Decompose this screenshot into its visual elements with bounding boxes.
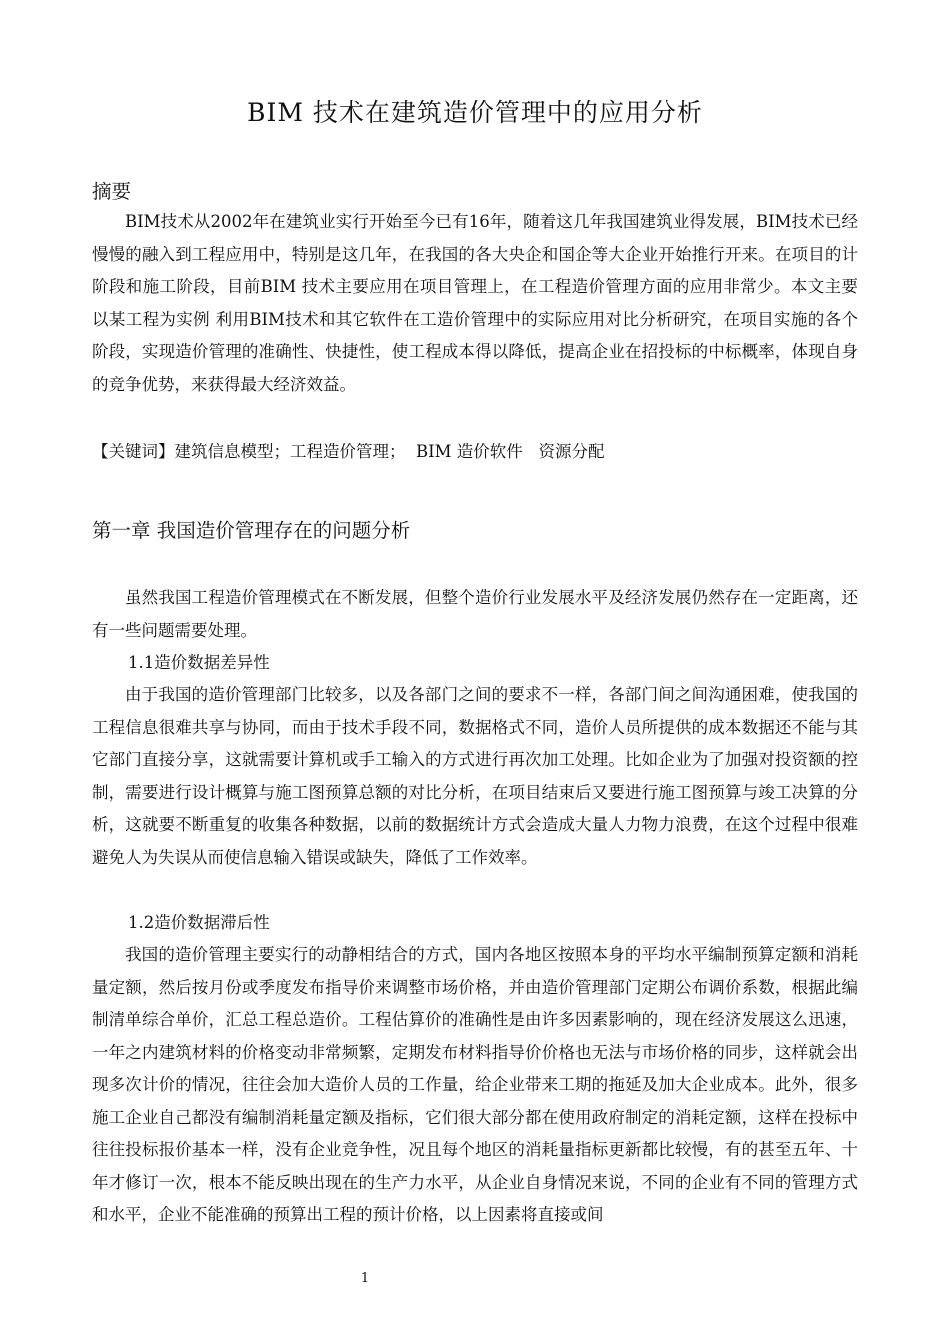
page-number: 1 — [360, 1271, 370, 1286]
abstract-heading: 摘要 — [92, 180, 132, 203]
chapter-intro-paragraph: 虽然我国工程造价管理模式在不断发展，但整个造价行业发展水平及经济发展仍然存在一定距离，还有一些问题需要处理。 — [92, 588, 858, 640]
abstract-paragraph: BIM技术从2002年在建筑业实行开始至今已有16年，随着这几年我国建筑业得发展，BIM技术已经慢慢的融入到工程应用中，特别是这几年，在我国的各大央企和国企等大企业开始推行开来。在项目的计阶段和施工阶段，目前BIM 技术主要应用在项目管理上，在工程造价管理方面的应用非常少。本文主要以某工程为实例 利用BIM技术和其它软件在工造价管理中的实际应用对比分析研究，在项目实施的各个阶段，实现造价管理的准确性、快捷性，使工程成本得以降低，提高企业在招投标的中标概率，体现自身的竞争优势，来获得最大经济效益。 — [92, 212, 858, 394]
document-title: BIM 技术在建筑造价管理中的应用分析 — [247, 98, 703, 127]
chapter-heading: 第一章 我国造价管理存在的问题分析 — [92, 519, 411, 542]
keywords-line: 【关键词】建筑信息模型；工程造价管理； BIM 造价软件 资源分配 — [92, 442, 605, 461]
section-1-2-paragraph: 我国的造价管理主要实行的动静相结合的方式，国内各地区按照本身的平均水平编制预算定额和消耗量定额，然后按月份或季度发布指导价来调整市场价格，并由造价管理部门定期公布调价系数，根据此编制清单综合单价，汇总工程总造价。工程估算价的准确性是由许多因素影响的，现在经济发展这么迅速，一年之内建筑材料的价格变动非常频繁，定期发布材料指导价价格也无法与市场价格的同步，这样就会出现多次计价的情况，往往会加大造价人员的工作量，给企业带来工期的拖延及加大企业成本。此外，很多施工企业自己都没有编制消耗量定额及指标，它们很大部分都在使用政府制定的消耗定额，这样在投标中往往投标报价基本一样，没有企业竞争性，况且每个地区的消耗量指标更新都比较慢，有的甚至五年、十年才修订一次，根本不能反映出现在的生产力水平，从企业自身情况来说，不同的企业有不同的管理方式和水平，企业不能准确的预算出工程的预计价格，以上因素将直接或间 — [92, 945, 858, 1224]
section-heading-1-1: 1.1造价数据差异性 — [128, 653, 270, 672]
section-heading-1-2: 1.2造价数据滞后性 — [128, 913, 270, 932]
section-1-1-paragraph: 由于我国的造价管理部门比较多，以及各部门之间的要求不一样，各部门间之间沟通困难，使我国的工程信息很难共享与协同，而由于技术手段不同，数据格式不同，造价人员所提供的成本数据还不能与其它部门直接分享，这就需要计算机或手工输入的方式进行再次加工处理。比如企业为了加强对投资额的控制，需要进行设计概算与施工图预算总额的对比分析，在项目结束后又要进行施工图预算与竣工决算的分析，这就要不断重复的收集各种数据，以前的数据统计方式会造成大量人力物力浪费，在这个过程中很难避免人为失误从而使信息输入错误或缺失，降低了工作效率。 — [92, 685, 858, 867]
